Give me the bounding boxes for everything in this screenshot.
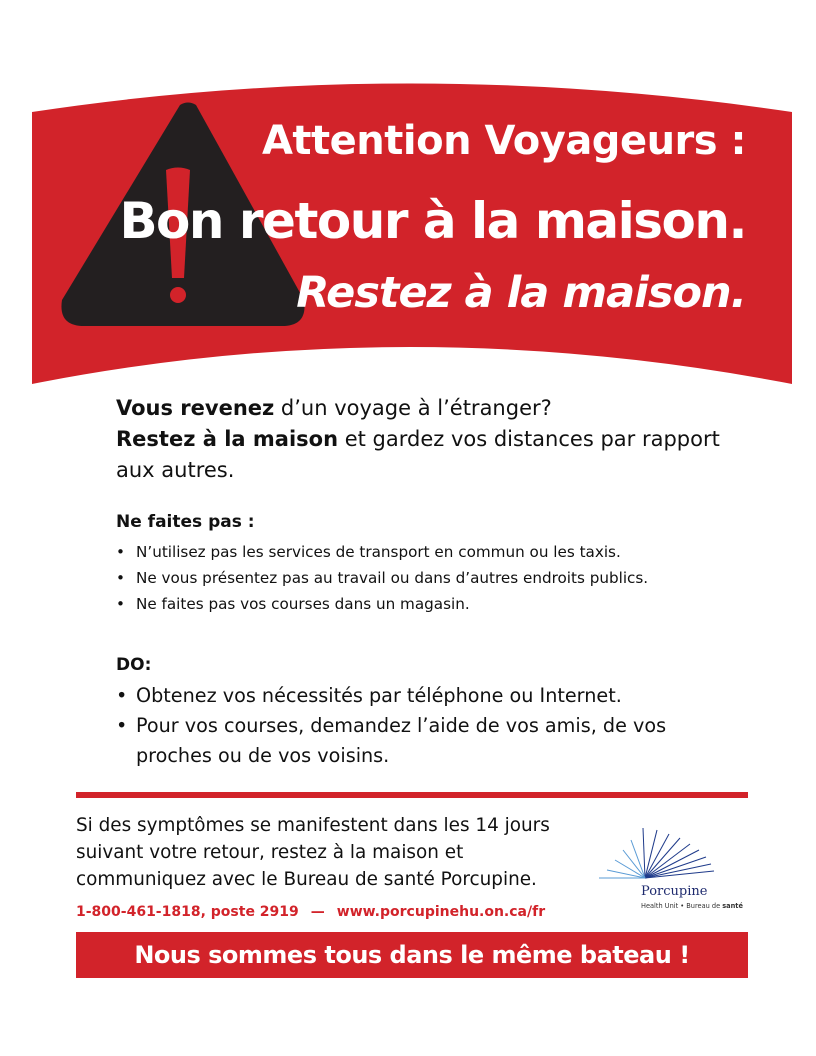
intro-bold-1: Vous revenez bbox=[116, 396, 275, 420]
website-link[interactable]: www.porcupinehu.on.ca/fr bbox=[336, 904, 546, 920]
footer-slogan-bar bbox=[76, 932, 748, 978]
list-item: • Ne vous présentez pas au travail ou dans d’autres endroits publics. bbox=[116, 565, 776, 591]
contact-text: Si des symptômes se manifestent dans les 14 jours suivant votre retour, restez à la maison et communiquez avec le Bureau de santé Porcupine. bbox=[76, 815, 550, 890]
logo-name: Porcupine bbox=[641, 884, 708, 899]
list-item: • N’utilisez pas les services de transport en commun ou les taxis. bbox=[116, 539, 776, 565]
dont-list bbox=[116, 539, 776, 617]
intro-bold-2: Restez à la maison bbox=[116, 427, 339, 451]
headline-attention: Attention Voyageurs : bbox=[261, 118, 746, 164]
headline-restez: Restez à la maison. bbox=[296, 268, 746, 318]
list-item: • Pour vos courses, demandez l’aide de vos amis, de vos proches ou de vos voisins. bbox=[116, 711, 736, 771]
intro-line-2 bbox=[116, 424, 756, 486]
footer-slogan: Nous sommes tous dans le même bateau ! bbox=[134, 941, 690, 969]
list-item: • Obtenez vos nécessités par téléphone ou Internet. bbox=[116, 681, 736, 711]
intro-rest-1: d’un voyage à l’étranger? bbox=[274, 396, 552, 420]
do-list bbox=[116, 681, 736, 771]
logo-subtitle bbox=[641, 902, 743, 910]
contact-line bbox=[76, 904, 545, 920]
headline-bon-retour: Bon retour à la maison. bbox=[119, 192, 746, 250]
intro-line-1 bbox=[116, 393, 756, 424]
phone-number[interactable]: 1-800-461-1818, poste 2919 bbox=[76, 904, 299, 920]
intro-rest-2: et gardez vos distances par rapport aux autres. bbox=[116, 427, 720, 482]
logo-sub-prefix: Health Unit • Bureau de bbox=[641, 902, 723, 910]
intro-text bbox=[116, 393, 756, 486]
dont-title: Ne faites pas : bbox=[116, 512, 255, 532]
list-item: • Ne faites pas vos courses dans un magasin. bbox=[116, 591, 776, 617]
logo-sub-bold: santé bbox=[722, 902, 743, 910]
divider bbox=[76, 792, 748, 798]
separator: — bbox=[310, 904, 325, 920]
do-title: DO: bbox=[116, 655, 152, 675]
